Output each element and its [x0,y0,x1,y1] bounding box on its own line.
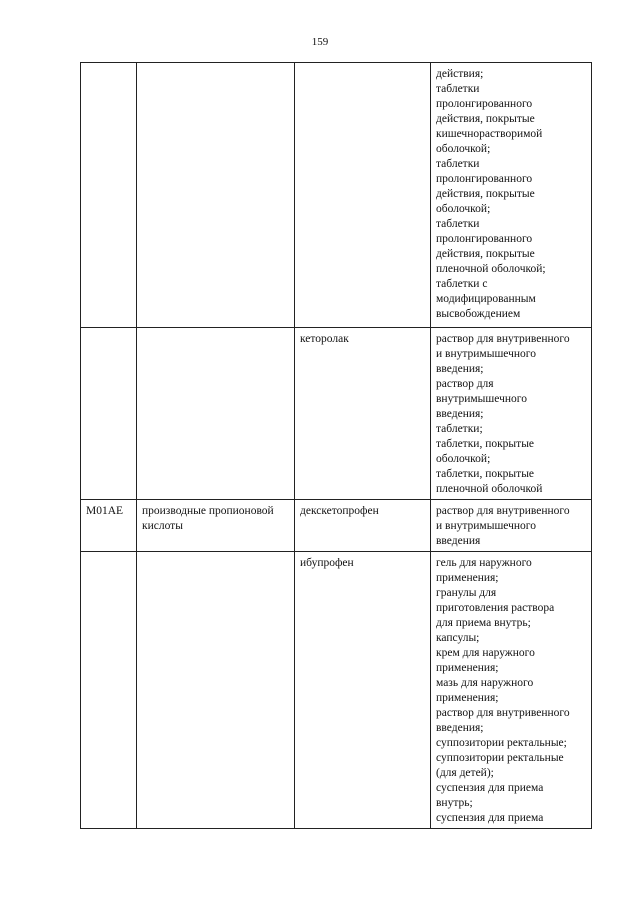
atc-code-cell: M01AE [81,500,137,552]
dosage-forms-cell-line: раствор для [436,378,494,390]
dosage-forms-cell-line: таблетки [436,218,480,230]
dosage-forms-cell-line: таблетки, покрытые [436,468,535,480]
dosage-forms-cell-line: внутрь; [436,797,473,809]
atc-code-cell [81,552,137,829]
page-number: 159 [311,36,329,48]
dosage-forms-cell-line: капсулы; [436,632,480,644]
dosage-forms-cell-line: раствор для внутривенного [436,707,570,719]
table-row [81,500,592,552]
dosage-forms-cell [431,328,592,500]
dosage-forms-cell-line: пролонгированного [436,173,533,185]
drug-name-cell: декскетопрофен [295,500,431,552]
dosage-forms-cell-line: раствор для внутривенного [436,333,570,345]
dosage-forms-cell-line: мазь для наружного [436,677,534,689]
dosage-forms-cell-line: введения; [436,722,484,734]
dosage-forms-cell-line: и внутримышечного [436,520,536,532]
dosage-forms-cell-line: применения; [436,692,499,704]
dosage-forms-cell-line: применения; [436,662,499,674]
dosage-forms-cell-line: для приема внутрь; [436,617,531,629]
dosage-forms-cell-line: действия; [436,68,484,80]
table-row [81,63,592,328]
dosage-forms-cell-line: кишечнорастворимой [436,128,543,140]
group-name-cell-line: кислоты [142,520,183,532]
group-name-cell [137,552,295,829]
dosage-forms-cell-line: и внутримышечного [436,348,536,360]
drug-table [80,62,592,829]
dosage-forms-cell-line: крем для наружного [436,647,535,659]
group-name-cell-line: производные пропионовой [142,505,274,517]
dosage-forms-cell-line: таблетки [436,158,480,170]
dosage-forms-cell-line: высвобождением [436,308,521,320]
dosage-forms-cell-line: оболочкой; [436,143,491,155]
dosage-forms-cell-line: таблетки; [436,423,483,435]
dosage-forms-cell-line: модифицированным [436,293,536,305]
dosage-forms-cell-line: пролонгированного [436,98,533,110]
dosage-forms-cell [431,63,592,328]
dosage-forms-cell-line: раствор для внутривенного [436,505,570,517]
dosage-forms-cell-line: пролонгированного [436,233,533,245]
dosage-forms-cell-line: введения; [436,363,484,375]
table-row [81,552,592,829]
dosage-forms-cell-line: гранулы для [436,587,497,599]
drug-name-cell: ибупрофен [295,552,431,829]
table-row [81,328,592,500]
dosage-forms-cell-line: введения [436,535,481,547]
atc-code-cell [81,63,137,328]
dosage-forms-cell-line: применения; [436,572,499,584]
dosage-forms-cell-line: суппозитории ректальные [436,752,564,764]
drug-name-cell: кеторолак [295,328,431,500]
dosage-forms-cell-line: внутримышечного [436,393,527,405]
dosage-forms-cell-line: таблетки с [436,278,488,290]
dosage-forms-cell-line: пленочной оболочкой; [436,263,546,275]
dosage-forms-cell-line: гель для наружного [436,557,532,569]
dosage-forms-cell-line: пленочной оболочкой [436,483,543,495]
dosage-forms-cell-line: введения; [436,408,484,420]
dosage-forms-cell-line: таблетки, покрытые [436,438,535,450]
dosage-forms-cell [431,552,592,829]
dosage-forms-cell [431,500,592,552]
group-name-cell [137,63,295,328]
atc-code-cell [81,328,137,500]
dosage-forms-cell-line: оболочкой; [436,453,491,465]
dosage-forms-cell-line: приготовления раствора [436,602,555,614]
dosage-forms-cell-line: оболочкой; [436,203,491,215]
dosage-forms-cell-line: суспензия для приема [436,782,544,794]
dosage-forms-cell-line: (для детей); [436,767,494,779]
dosage-forms-cell-line: суппозитории ректальные; [436,737,567,749]
group-name-cell [137,500,295,552]
dosage-forms-cell-line: действия, покрытые [436,248,535,260]
drug-name-cell [295,63,431,328]
dosage-forms-cell-line: действия, покрытые [436,188,535,200]
table-body [81,63,592,829]
group-name-cell [137,328,295,500]
dosage-forms-cell-line: действия, покрытые [436,113,535,125]
dosage-forms-cell-line: таблетки [436,83,480,95]
dosage-forms-cell-line: суспензия для приема [436,812,544,824]
